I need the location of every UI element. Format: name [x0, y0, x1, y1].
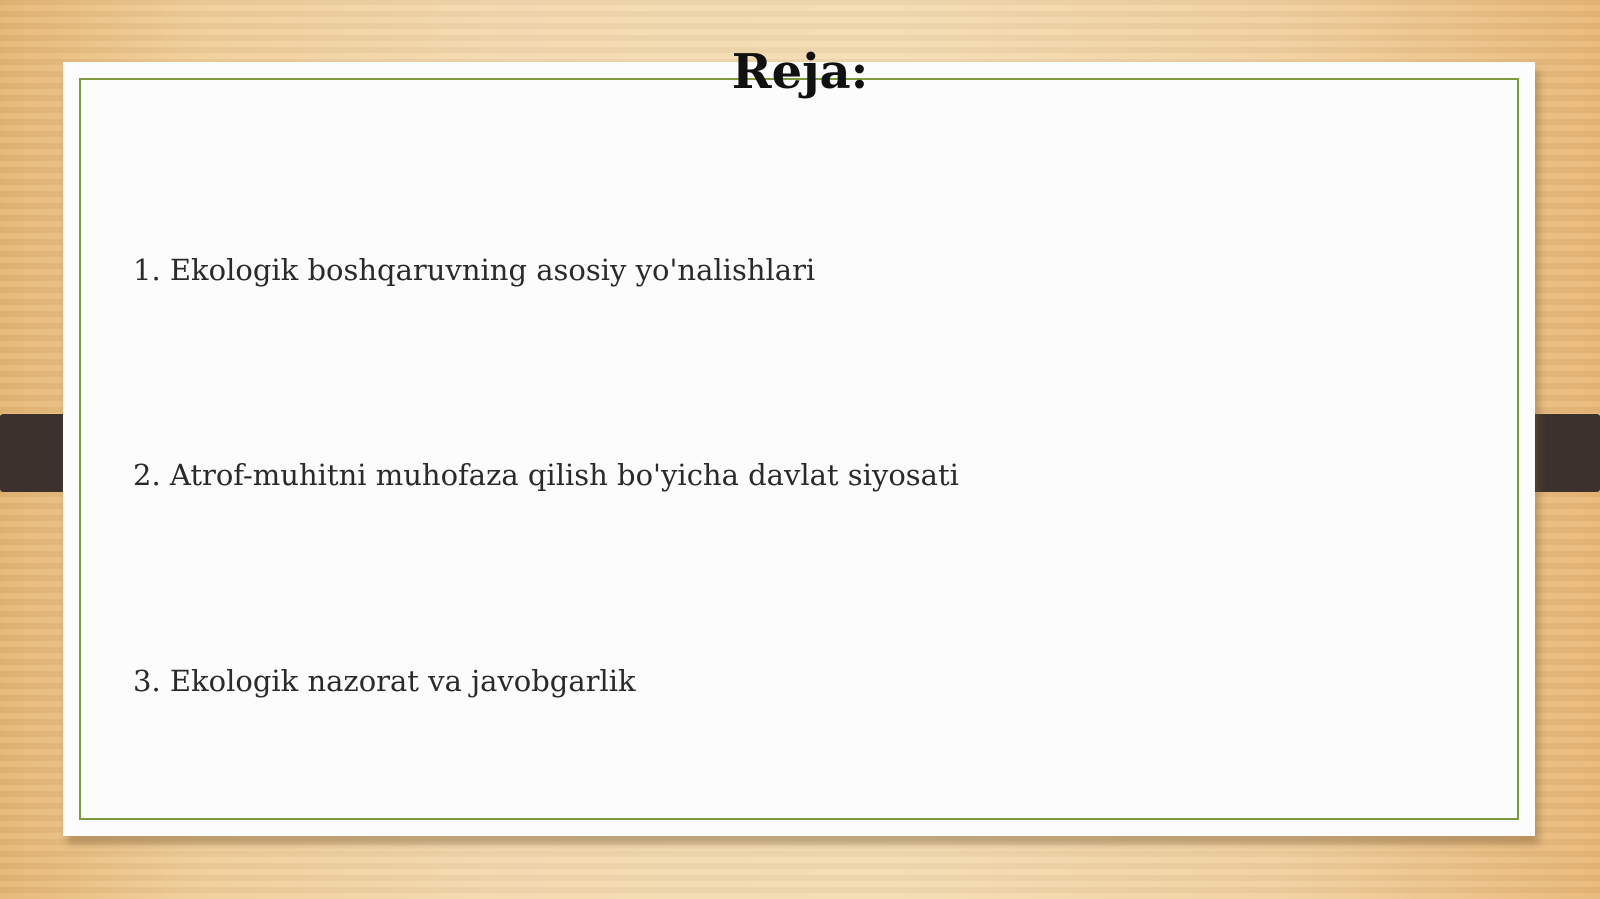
plan-item-3: 3. Ekologik nazorat va javobgarlik — [133, 664, 636, 698]
slide-card — [63, 62, 1535, 836]
plan-item-2: 2. Atrof-muhitni muhofaza qilish bo'yicha davlat siyosati — [133, 458, 959, 492]
slide-title: Reja: — [731, 44, 869, 100]
card-frame-border — [79, 78, 1519, 820]
plan-item-1: 1. Ekologik boshqaruvning asosiy yo'nalishlari — [133, 253, 816, 287]
